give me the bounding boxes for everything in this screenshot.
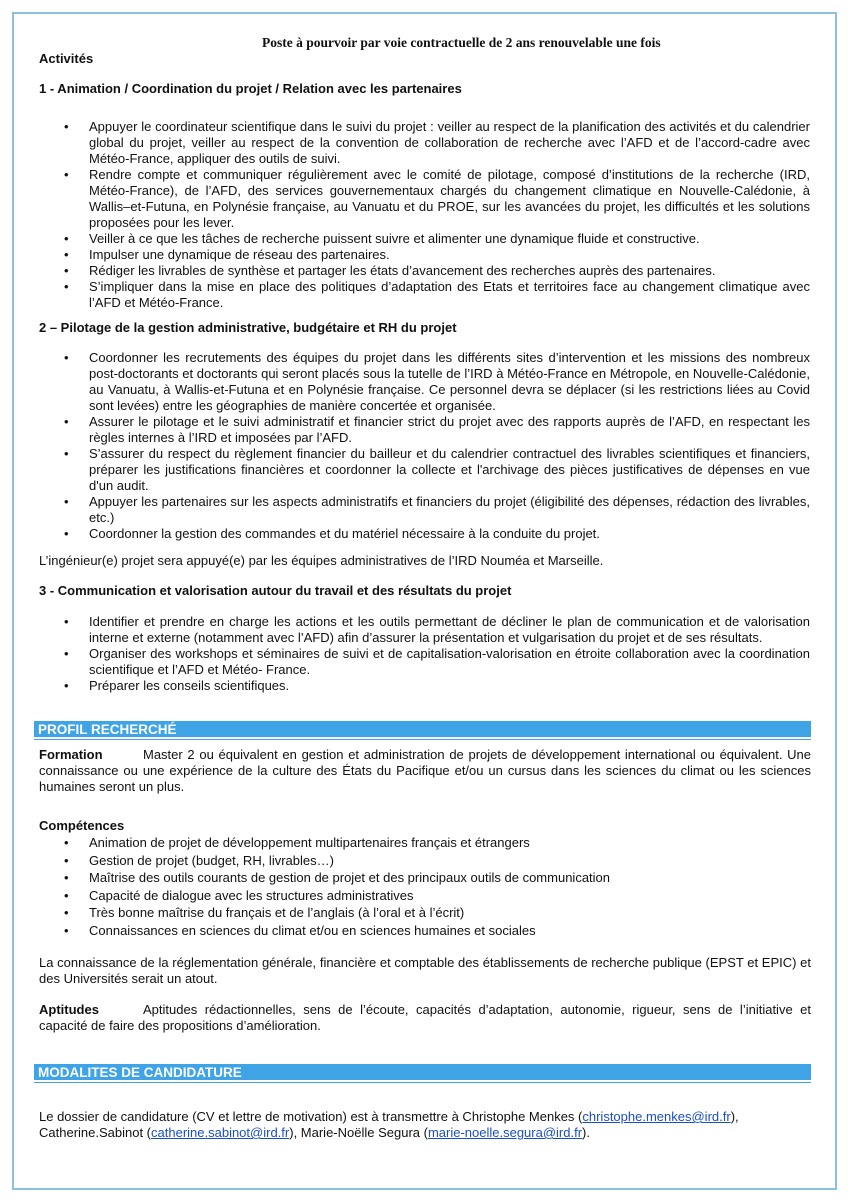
list-item: • Appuyer le coordinateur scientifique dans le suivi du projet : veiller au respect de la planification des activités et du calendrier global du projet, veiller au respect de la convention de collaboration de recherche avec l’AFD et de l’accord-cadre avec Météo-France, appliquer des outils de suivi.	[89, 119, 810, 167]
section-2-heading: 2 – Pilotage de la gestion administrative, budgétaire et RH du projet	[39, 320, 457, 335]
list-item: • Gestion de projet (budget, RH, livrables…)	[89, 853, 810, 871]
list-item: • Animation de projet de développement multipartenaires français et étrangers	[89, 835, 810, 853]
list-item: • Organiser des workshops et séminaires de suivi et de capitalisation-valorisation en étroite collaboration avec la coordination scientifique et l’AFD et Météo- France.	[89, 646, 810, 678]
band-underline	[34, 739, 811, 740]
list-item: • Impulser une dynamique de réseau des partenaires.	[89, 247, 810, 263]
section-3-heading: 3 - Communication et valorisation autour du travail et des résultats du projet	[39, 583, 512, 598]
modalites-text	[39, 1109, 811, 1141]
competences-label: Compétences	[39, 818, 125, 833]
list-item: • S’assurer du respect du règlement financier du bailleur et du calendrier contractuel des livrables scientifiques et financiers, préparer les justifications financières et coordonner la collecte et l'archivage des pièces justificatives de dépenses en vue d'un audit.	[89, 446, 810, 494]
section-3-list	[89, 614, 810, 694]
list-item: • Identifier et prendre en charge les actions et les outils permettant de décliner le plan de communication et de valorisation interne et externe (notamment avec l’AFD) afin d’assurer la présentation et vulgarisation du projet et de ses résultats.	[89, 614, 810, 646]
list-item: • Coordonner la gestion des commandes et du matériel nécessaire à la conduite du projet.	[89, 526, 810, 542]
activities-label: Activités	[39, 51, 94, 66]
list-item: • Assurer le pilotage et le suivi administratif et financier strict du projet avec des rapports auprès de l’AFD, en respectant les règles internes à l’IRD et imposées par l’AFD.	[89, 414, 810, 446]
section-2-list	[89, 350, 810, 542]
competences-list	[89, 835, 810, 940]
reglementation-text: La connaissance de la réglementation générale, financière et comptable des établissements de recherche publique (EPST et EPIC) et des Universités serait un atout.	[39, 955, 811, 986]
modalites-line-2	[39, 1125, 811, 1141]
page-title: Poste à pourvoir par voie contractuelle de 2 ans renouvelable une fois	[262, 35, 661, 50]
email-link-segura[interactable]: marie-noelle.segura@ird.fr	[427, 1125, 583, 1140]
list-item: • Coordonner les recrutements des équipes du projet dans les différents sites d’intervention et les missions des nombreux post-doctorants et doctorants qui seront placés sous la tutelle de l’IRD à Météo-France en Métropole, en Nouvelle-Calédonie, au Vanuatu, à Wallis-et-Futuna et en Polynésie française. Ce personnel devra se déplacer (si les restrictions liées au Covid sont levées) entre les géographies de manière concertée et organisée.	[89, 350, 810, 414]
formation-label: Formation	[39, 747, 103, 762]
formation-text: Master 2 ou équivalent en gestion et administration de projets de développement international ou équivalent. Une connaissance ou une expérience de la culture des États du Pacifique et/ou un cursus dans les sciences du climat ou les sciences humaines seront un plus.	[39, 747, 811, 794]
band-underline	[34, 1082, 811, 1083]
separator: ),	[730, 1109, 739, 1124]
name-sabinot: Catherine.Sabinot (	[39, 1125, 152, 1140]
list-item: • Rédiger les livrables de synthèse et partager les états d’avancement des recherches auprès des partenaires.	[89, 263, 810, 279]
list-item: • Préparer les conseils scientifiques.	[89, 678, 810, 694]
list-item: • Maîtrise des outils courants de gestion de projet et des principaux outils de communication	[89, 870, 810, 888]
list-item: • S’impliquer dans la mise en place des politiques d’adaptation des Etats et territoires face au changement climatique avec l’AFD et Météo-France.	[89, 279, 810, 311]
aptitudes-text: Aptitudes rédactionnelles, sens de l’écoute, capacités d’adaptation, autonomie, rigueur, sens de l’initiative et capacité de faire des propositions d’amélioration.	[39, 1002, 811, 1033]
aptitudes-block	[39, 1002, 811, 1034]
section-2-note: L’ingénieur(e) projet sera appuyé(e) par les équipes administratives de l’IRD Nouméa et Marseille.	[39, 553, 604, 568]
modalites-intro: Le dossier de candidature (CV et lettre de motivation) est à transmettre à Christophe Menkes (	[39, 1109, 583, 1124]
email-link-sabinot[interactable]: catherine.sabinot@ird.fr	[151, 1125, 290, 1140]
aptitudes-label: Aptitudes	[39, 1002, 99, 1017]
modalites-line-1	[39, 1109, 811, 1125]
modalites-band: MODALITES DE CANDIDATURE	[34, 1064, 811, 1082]
profil-band: PROFIL RECHERCHÉ	[34, 721, 811, 739]
list-item: • Très bonne maîtrise du français et de l’anglais (à l’oral et à l’écrit)	[89, 905, 810, 923]
separator: ).	[582, 1125, 590, 1140]
email-link-menkes[interactable]: christophe.menkes@ird.fr	[582, 1109, 731, 1124]
separator: ), Marie-Noëlle Segura (	[289, 1125, 428, 1140]
list-item: • Rendre compte et communiquer régulièrement avec le comité de pilotage, composé d’institutions de la recherche (IRD, Météo-France), de l’AFD, des services gouvernementaux chargés du changement climatique en Nouvelle-Calédonie, à Wallis–et-Futuna, en Polynésie française, au Vanuatu et du PROE, sur les avancées du projet, les difficultés et les solutions proposées pour les lever.	[89, 167, 810, 231]
list-item: • Appuyer les partenaires sur les aspects administratifs et financiers du projet (éligibilité des dépenses, rédaction des livrables, etc.)	[89, 494, 810, 526]
formation-block	[39, 747, 811, 795]
section-1-list	[89, 119, 810, 311]
section-1-heading: 1 - Animation / Coordination du projet / Relation avec les partenaires	[39, 81, 462, 96]
list-item: • Connaissances en sciences du climat et/ou en sciences humaines et sociales	[89, 923, 810, 941]
list-item: • Capacité de dialogue avec les structures administratives	[89, 888, 810, 906]
list-item: • Veiller à ce que les tâches de recherche puissent suivre et alimenter une dynamique fluide et constructive.	[89, 231, 810, 247]
